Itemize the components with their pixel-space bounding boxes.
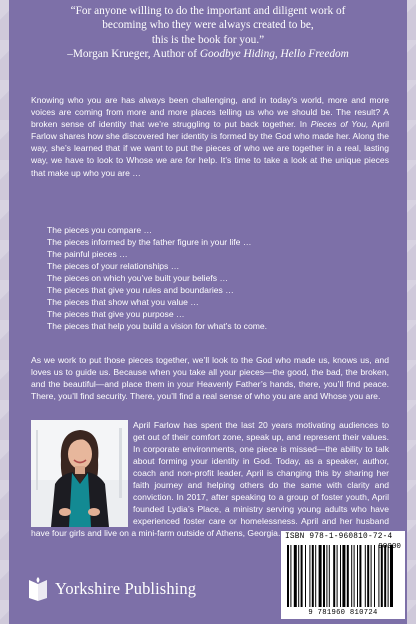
barcode-digits: 9 781960 810724 (308, 609, 378, 617)
pieces-list-item: The pieces that give you rules and boundaries … (47, 285, 234, 296)
publisher-logo (27, 574, 196, 604)
quote-line-2: becoming who they were always created to be, (102, 19, 314, 32)
pieces-list-item: The pieces you compare … (47, 225, 153, 235)
publisher-name: Yorkshire Publishing (55, 579, 197, 598)
quote-line-1: “For anyone willing to do the important and diligent work of (70, 5, 346, 17)
endorsement-quote (9, 4, 407, 61)
book-logo-icon (27, 576, 49, 602)
pieces-list-item: The pieces that help you build a vision for what’s to come. (47, 321, 268, 332)
attribution-prefix: –Morgan Krueger, Author of (67, 47, 200, 60)
closing-paragraph: As we work to put those pieces together, we’ll look to the God who made us, knows us, and loves us to guide us. Because when you take all your pieces—the good, the bad, the broken, and the beautiful—and place them in your Heavenly Father’s hands, there, you’ll find peace. There, you’ll find security. There, you’ll find a real sense of who you are and Whose you are. (31, 355, 389, 402)
barcode-image (287, 545, 399, 607)
pieces-list-item: The pieces that show what you value … (47, 297, 199, 308)
pieces-list (47, 224, 267, 332)
intro-book-title: Pieces of You, (310, 119, 369, 130)
author-photo (31, 420, 128, 527)
author-portrait-image (31, 420, 128, 527)
isbn-number: ISBN 978-1-960810-72-4 (285, 533, 393, 541)
pieces-list-item: The pieces informed by the father figure in your life … (47, 237, 252, 248)
intro-part-2: April Farlow shares how she discovered her identity is formed by the God who made her. Along the way, she’s learned that if we want to put the pieces of who we are together in a real, lasting way, we have to look to Whose we are for help. It’s time to take a look at the unique pieces that make up who you are … (31, 119, 389, 178)
barcode-block (281, 531, 405, 619)
quote-attribution (9, 47, 407, 61)
pieces-list-item: The pieces on which you’ve built your beliefs … (47, 273, 229, 284)
author-bio-text: April Farlow has spent the last 20 years motivating audiences to get out of their comfort zone, speak up, and represent their values. In corporate environments, one piece is missed—the ability to talk about forming your identity in God. Today, as a speaker, author, coach and non-profit leader, April is changing this by sharing her faith journey and helping others do the same with clarity and conviction. In 2017, after speaking to a group of foster youth, April founded Lydia’s Place, a ministry serving young adults who have experienced foster care or homelessness. April and her husband have four girls and live on a mini-farm outside of Athens, Georgia. (31, 420, 389, 539)
quote-line-3: this is the book for you.” (151, 33, 265, 46)
price-code: 90000 (378, 543, 401, 551)
intro-part-1: Knowing who you are has always been challenging, and in today’s world, more and more voices are coming from more and more places telling us who we should be. The result? A broken sense of identity that we’re struggling to put back together. In (31, 95, 389, 130)
pieces-list-item: The painful pieces … (47, 249, 128, 260)
intro-paragraph (31, 94, 389, 179)
attribution-book-title: Goodbye Hiding, Hello Freedom (199, 47, 349, 60)
pieces-list-item: The pieces that give you purpose … (47, 309, 185, 320)
pieces-list-item: The pieces of your relationships … (47, 261, 180, 272)
back-cover-panel (9, 0, 407, 624)
isbn-label (285, 533, 403, 541)
